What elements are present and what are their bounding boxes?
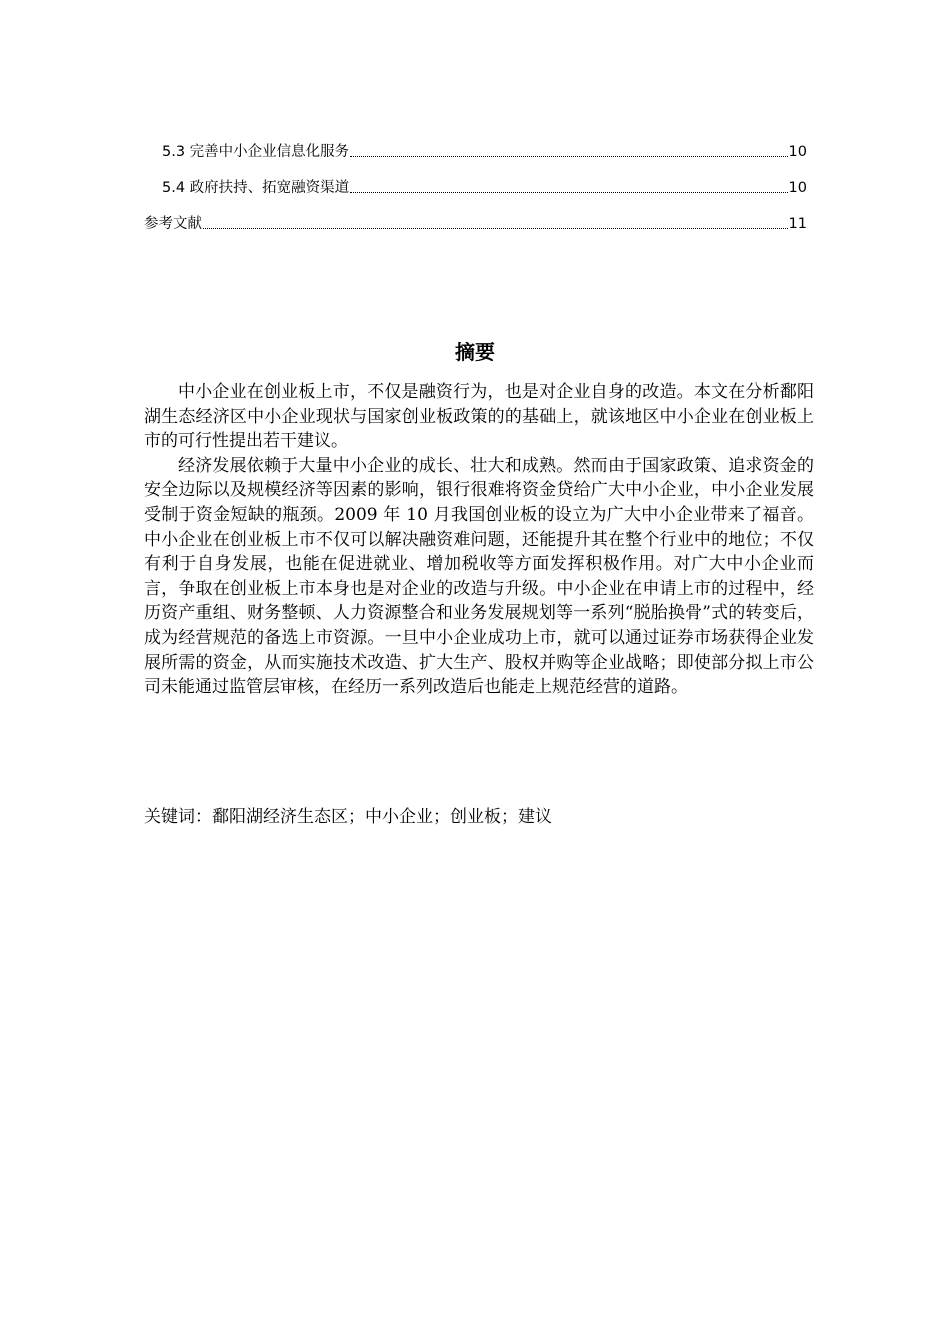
toc-entry-references[interactable] <box>144 198 807 234</box>
toc-dot-leader <box>350 155 787 157</box>
toc-entry-title: 5.4 政府扶持、拓宽融资渠道 <box>162 180 350 196</box>
abstract-paragraph: 中小企业在创业板上市，不仅是融资行为，也是对企业自身的改造。本文在分析鄱阳湖生态经济区中小企业现状与国家创业板政策的的基础上，就该地区中小企业在创业板上市的可行性提出若干建议。 <box>144 382 814 452</box>
abstract-body <box>144 380 814 700</box>
toc-entry-page: 10 <box>788 144 807 160</box>
toc-dot-leader <box>203 227 788 229</box>
table-of-contents <box>144 126 807 234</box>
toc-entry-title: 参考文献 <box>144 216 202 232</box>
abstract-paragraph: 经济发展依赖于大量中小企业的成长、壮大和成熟。然而由于国家政策、追求资金的安全边际以及规模经济等因素的影响，银行很难将资金贷给广大中小企业，中小企业发展受制于资金短缺的瓶颈。2009 年 10 月我国创业板的设立为广大中小企业带来了福音。中小企业在创业板上市不仅可以解决融资难问题，还能提升其在整个行业中的地位；不仅有利于自身发展，也能在促进就业、增加税收等方面发挥积极作用。对广大中小企业而言，争取在创业板上市本身也是对企业的改造与升级。中小企业在申请上市的过程中，经历资产重组、财务整顿、人力资源整合和业务发展规划等一系列“脱胎换骨”式的转变后，成为经营规范的备选上市资源。一旦中小企业成功上市，就可以通过证券市场获得企业发展所需的资金，从而实施技术改造、扩大生产、股权并购等企业战略；即使部分拟上市公司未能通过监管层审核，在经历一系列改造后也能走上规范经营的道路。 <box>144 455 814 698</box>
toc-entry-title: 5.3 完善中小企业信息化服务 <box>162 144 350 160</box>
toc-dot-leader <box>350 191 787 193</box>
toc-entry-5-4[interactable] <box>144 162 807 198</box>
keywords-line: 关键词：鄱阳湖经济生态区；中小企业；创业板；建议 <box>144 807 552 827</box>
abstract-heading: 摘要 <box>455 340 495 364</box>
toc-entry-5-3[interactable] <box>144 126 807 162</box>
toc-entry-page: 11 <box>788 216 807 232</box>
toc-entry-page: 10 <box>788 180 807 196</box>
